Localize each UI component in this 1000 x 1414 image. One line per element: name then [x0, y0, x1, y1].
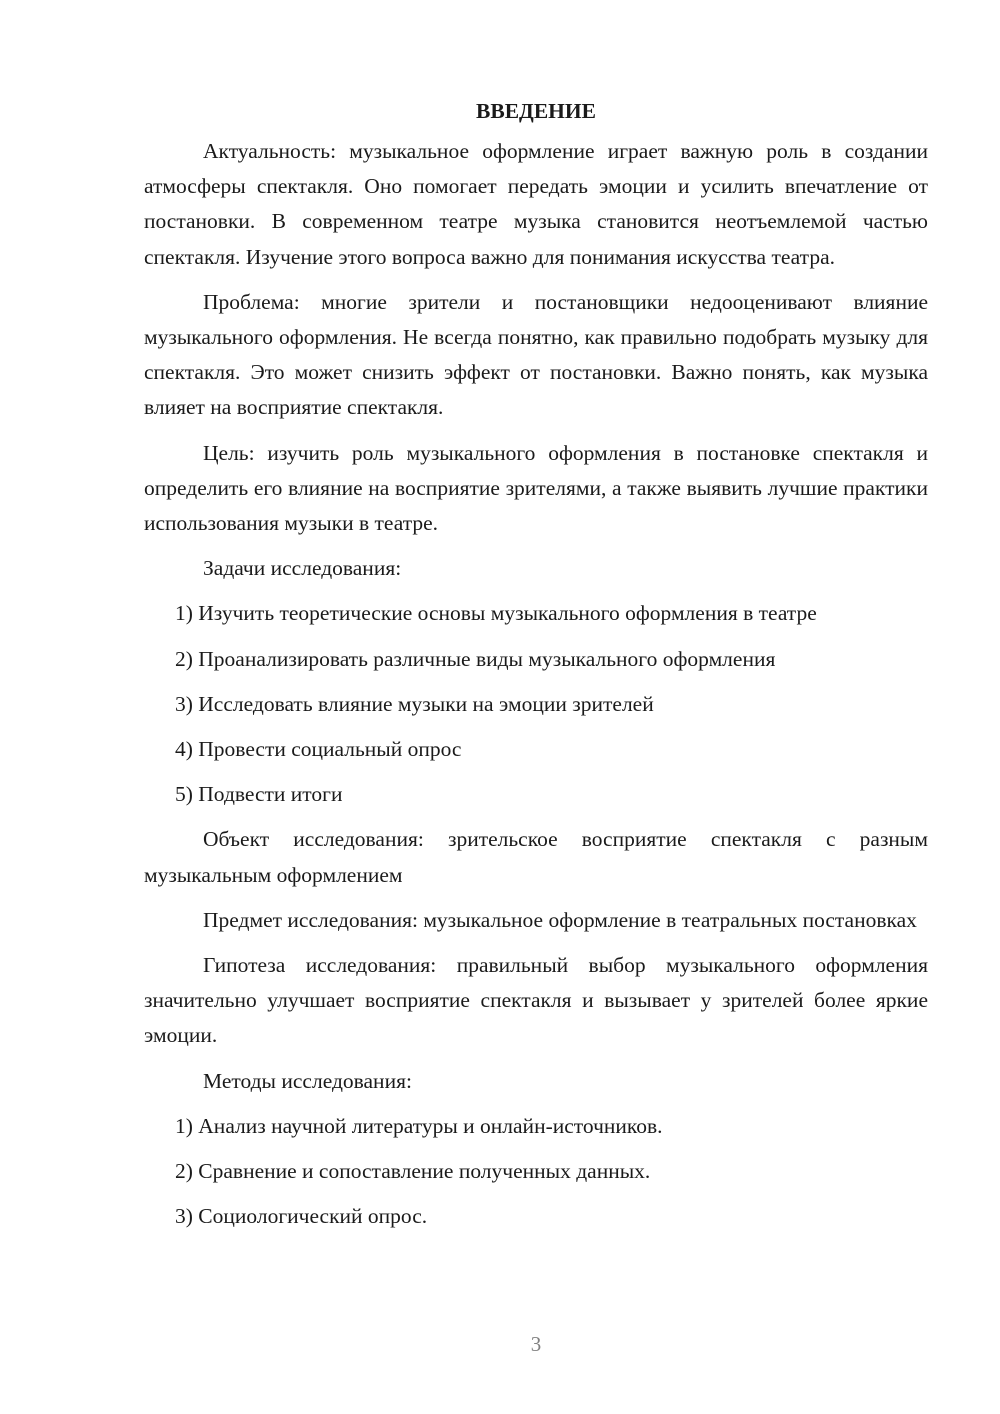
object-paragraph: Объект исследования: зрительское восприятие спектакля с разным музыкальным оформлением	[144, 827, 928, 887]
tasks-list	[144, 596, 928, 812]
methods-list	[144, 1109, 928, 1235]
relevance-paragraph: Актуальность: музыкальное оформление играет важную роль в создании атмосферы спектакля. Оно помогает передать эмоции и усилить впечатление от постановки. В современном театре музыка становится неотъемлемой частью спектакля. Изучение этого вопроса важно для понимания искусства театра.	[144, 139, 928, 269]
problem-paragraph: Проблема: многие зрители и постановщики недооценивают влияние музыкального оформления. Не всегда понятно, как правильно подобрать музыку для спектакля. Это может снизить эффект от постановки. Важно понять, как музыка влияет на восприятие спектакля.	[144, 289, 928, 420]
page-content	[144, 96, 928, 1244]
list-item: 4) Провести социальный опрос	[175, 737, 462, 762]
tasks-label: Задачи исследования:	[203, 556, 402, 581]
subject-paragraph: Предмет исследования: музыкальное оформление в театральных постановках	[203, 907, 917, 932]
methods-label: Методы исследования:	[203, 1068, 412, 1093]
list-item: 1) Изучить теоретические основы музыкального оформления в театре	[175, 601, 817, 626]
list-item: 5) Подвести итоги	[175, 782, 343, 807]
hypothesis-paragraph: Гипотеза исследования: правильный выбор музыкального оформления значительно улучшает восприятие спектакля и вызывает у зрителей более яркие эмоции.	[144, 953, 928, 1048]
goal-paragraph: Цель: изучить роль музыкального оформления в постановке спектакля и определить его влияние на восприятие зрителями, а также выявить лучшие практики использования музыки в театре.	[144, 440, 928, 536]
list-item: 2) Сравнение и сопоставление полученных данных.	[175, 1159, 651, 1184]
list-item: 3) Исследовать влияние музыки на эмоции зрителей	[175, 691, 654, 716]
page-title: ВВЕДЕНИЕ	[476, 99, 596, 123]
page-number: 3	[530, 1332, 542, 1356]
list-item: 2) Проанализировать различные виды музыкального оформления	[175, 646, 776, 671]
list-item: 3) Социологический опрос.	[175, 1204, 428, 1229]
list-item: 1) Анализ научной литературы и онлайн-источников.	[175, 1113, 663, 1138]
